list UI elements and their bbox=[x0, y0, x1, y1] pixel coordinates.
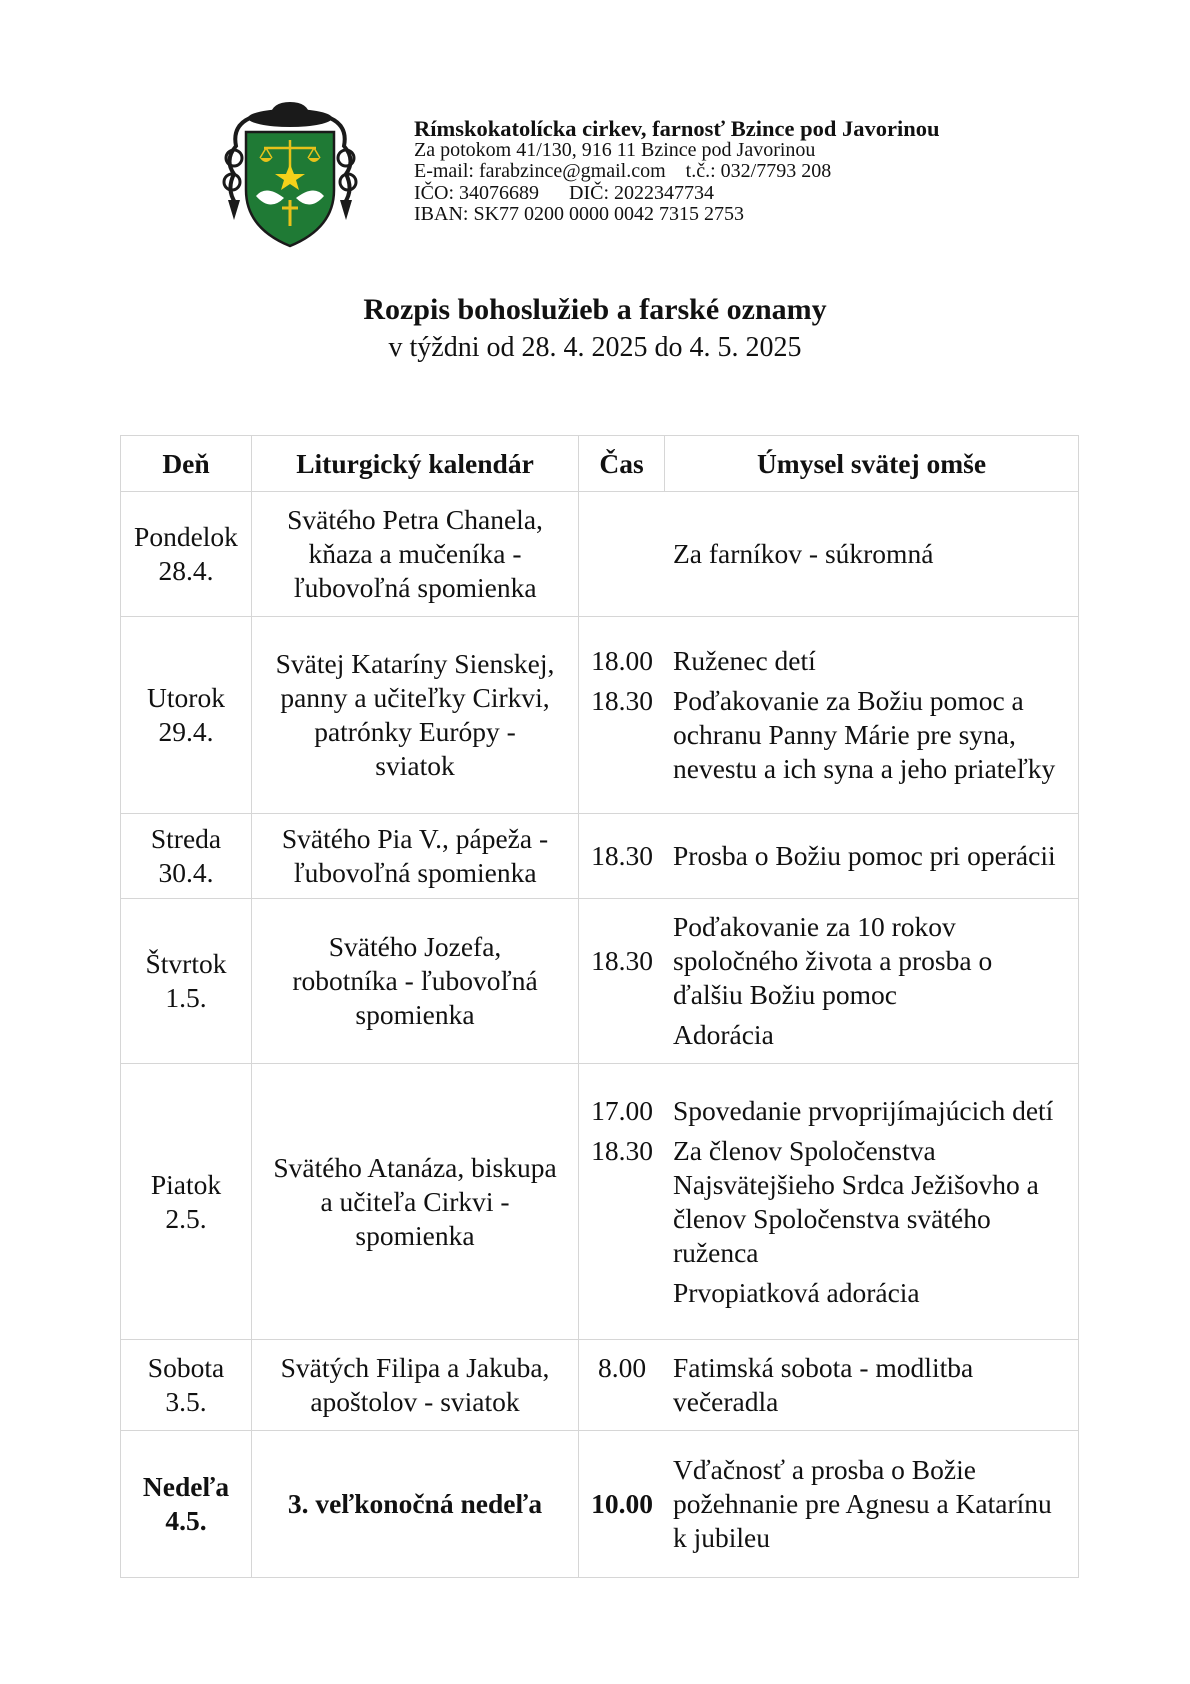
mass-time: 18.30 bbox=[591, 945, 653, 976]
mass-entry bbox=[579, 910, 1078, 1012]
table-row bbox=[121, 1064, 1079, 1340]
liturgy-cell bbox=[252, 1431, 579, 1578]
mass-intention: Vďačnosť a prosba o Božie požehnanie pre Agnesu a Katarínu k jubileu bbox=[673, 1454, 1052, 1553]
table-row bbox=[121, 1340, 1079, 1431]
day-name: Nedeľa bbox=[142, 1471, 230, 1502]
mass-intention: Poďakovanie za 10 rokov spoločného života a prosba o ďalšiu Božiu pomoc bbox=[673, 911, 993, 1010]
mass-time: 18.30 bbox=[591, 1134, 653, 1166]
parish-coat-of-arms bbox=[210, 100, 370, 250]
liturgy-line: robotníka - ľubovoľná bbox=[292, 965, 538, 996]
liturgy-cell bbox=[252, 492, 579, 617]
mass-time: 18.00 bbox=[591, 645, 653, 676]
header-time: Čas bbox=[579, 436, 665, 492]
liturgy-line: patrónky Európy - bbox=[314, 716, 516, 747]
mass-entry bbox=[579, 684, 1078, 786]
liturgy-line: apoštolov - sviatok bbox=[310, 1386, 520, 1417]
liturgy-line: kňaza a mučeníka - bbox=[308, 538, 522, 569]
parish-info bbox=[414, 118, 940, 226]
parish-iban: IBAN: SK77 0200 0000 0042 7315 2753 bbox=[414, 203, 745, 225]
mass-intention: Za farníkov - súkromná bbox=[673, 538, 934, 569]
liturgy-line: Svätého Pia V., pápeža - bbox=[281, 823, 549, 854]
mass-cell bbox=[579, 1340, 1079, 1431]
liturgy-line: a učiteľa Cirkvi - bbox=[320, 1185, 510, 1217]
table-row bbox=[121, 814, 1079, 899]
day-cell bbox=[121, 899, 252, 1064]
mass-entry bbox=[579, 839, 1078, 873]
mass-intention: Spovedanie prvoprijímajúcich detí bbox=[673, 1094, 1054, 1126]
mass-cell bbox=[579, 617, 1079, 814]
table-row bbox=[121, 617, 1079, 814]
parish-ids: IČO: 34076689 DIČ: 2022347734 bbox=[414, 181, 714, 204]
liturgy-cell bbox=[252, 617, 579, 814]
mass-intention: Poďakovanie za Božiu pomoc a ochranu Panny Márie pre syna, nevestu a ich syna a jeho priateľky bbox=[673, 685, 1056, 784]
page-title: Rozpis bohoslužieb a farské oznamy bbox=[363, 293, 827, 326]
liturgy-line: 3. veľkonočná nedeľa bbox=[287, 1488, 543, 1519]
mass-entry bbox=[579, 1018, 1078, 1052]
mass-entry bbox=[579, 1134, 1078, 1270]
mass-entry bbox=[579, 1276, 1078, 1310]
liturgy-line: spomienka bbox=[355, 999, 475, 1030]
mass-intention: Ruženec detí bbox=[673, 645, 816, 676]
mass-time: 18.30 bbox=[591, 840, 653, 871]
liturgy-line: sviatok bbox=[375, 750, 455, 781]
day-date: 4.5. bbox=[165, 1505, 207, 1536]
mass-cell bbox=[579, 814, 1079, 899]
mass-intention: Za členov Spoločenstva Najsvätejšieho Srdca Ježišovho a členov Spoločenstva svätého ruženca bbox=[673, 1134, 1039, 1268]
mass-time: 17.00 bbox=[591, 1094, 653, 1126]
parish-name: Rímskokatolícka cirkev, farnosť Bzince pod Javorinou bbox=[414, 116, 940, 141]
day-cell bbox=[121, 492, 252, 617]
liturgy-line: Svätej Kataríny Sienskej, bbox=[275, 648, 555, 679]
liturgy-line: panny a učiteľky Cirkvi, bbox=[280, 682, 550, 713]
schedule-table bbox=[120, 435, 1079, 1578]
liturgy-cell bbox=[252, 814, 579, 899]
mass-time bbox=[579, 1276, 665, 1310]
day-date: 2.5. bbox=[165, 1202, 207, 1234]
liturgy-line: Svätého Petra Chanela, bbox=[287, 504, 543, 535]
mass-cell bbox=[579, 899, 1079, 1064]
liturgy-line: Svätého Atanáza, biskupa bbox=[273, 1151, 557, 1183]
parish-address: Za potokom 41/130, 916 11 Bzince pod Javorinou bbox=[414, 138, 816, 161]
mass-time: 18.30 bbox=[591, 685, 653, 716]
mass-cell bbox=[579, 492, 1079, 617]
day-date: 29.4. bbox=[158, 716, 214, 747]
mass-cell bbox=[579, 1064, 1079, 1340]
mass-time bbox=[579, 1018, 665, 1052]
mass-intention: Prosba o Božiu pomoc pri operácii bbox=[673, 840, 1056, 871]
header-liturgy: Liturgický kalendár bbox=[252, 436, 579, 492]
liturgy-cell bbox=[252, 1064, 579, 1340]
table-header-row bbox=[121, 436, 1079, 492]
mass-entry bbox=[579, 1351, 1078, 1419]
day-date: 3.5. bbox=[165, 1386, 207, 1417]
day-name: Piatok bbox=[150, 1168, 222, 1200]
mass-entry bbox=[579, 537, 1078, 571]
parish-contact: E-mail: farabzince@gmail.com t.č.: 032/7793 208 bbox=[414, 160, 832, 182]
day-name: Štvrtok bbox=[145, 948, 227, 979]
table-row bbox=[121, 899, 1079, 1064]
liturgy-line: spomienka bbox=[355, 1219, 475, 1251]
day-cell bbox=[121, 1064, 252, 1340]
liturgy-cell bbox=[252, 899, 579, 1064]
day-date: 30.4. bbox=[158, 857, 214, 888]
mass-intention: Fatimská sobota - modlitba večeradla bbox=[673, 1352, 974, 1417]
day-date: 28.4. bbox=[158, 555, 214, 586]
header-intention: Úmysel svätej omše bbox=[665, 436, 1079, 492]
mass-intention: Prvopiatková adorácia bbox=[673, 1276, 920, 1308]
day-cell bbox=[121, 617, 252, 814]
mass-entry bbox=[579, 644, 1078, 678]
table-row bbox=[121, 1431, 1079, 1578]
day-name: Pondelok bbox=[134, 521, 238, 552]
liturgy-cell bbox=[252, 1340, 579, 1431]
table-row bbox=[121, 492, 1079, 617]
day-name: Streda bbox=[150, 823, 222, 854]
liturgy-line: ľubovoľná spomienka bbox=[293, 857, 537, 888]
header-day: Deň bbox=[121, 436, 252, 492]
mass-entry bbox=[579, 1094, 1078, 1128]
mass-time: 10.00 bbox=[591, 1488, 653, 1519]
page-subtitle: v týždni od 28. 4. 2025 do 4. 5. 2025 bbox=[388, 332, 802, 363]
day-date: 1.5. bbox=[165, 982, 207, 1013]
day-cell bbox=[121, 1431, 252, 1578]
mass-intention: Adorácia bbox=[673, 1019, 774, 1050]
mass-entry bbox=[579, 1453, 1078, 1555]
mass-cell bbox=[579, 1431, 1079, 1578]
day-name: Utorok bbox=[147, 682, 225, 713]
day-cell bbox=[121, 814, 252, 899]
liturgy-line: Svätých Filipa a Jakuba, bbox=[280, 1352, 550, 1383]
day-name: Sobota bbox=[147, 1352, 225, 1383]
mass-time: 8.00 bbox=[597, 1352, 647, 1383]
liturgy-line: Svätého Jozefa, bbox=[328, 931, 502, 962]
liturgy-line: ľubovoľná spomienka bbox=[293, 572, 537, 603]
day-cell bbox=[121, 1340, 252, 1431]
mass-time bbox=[579, 537, 665, 571]
